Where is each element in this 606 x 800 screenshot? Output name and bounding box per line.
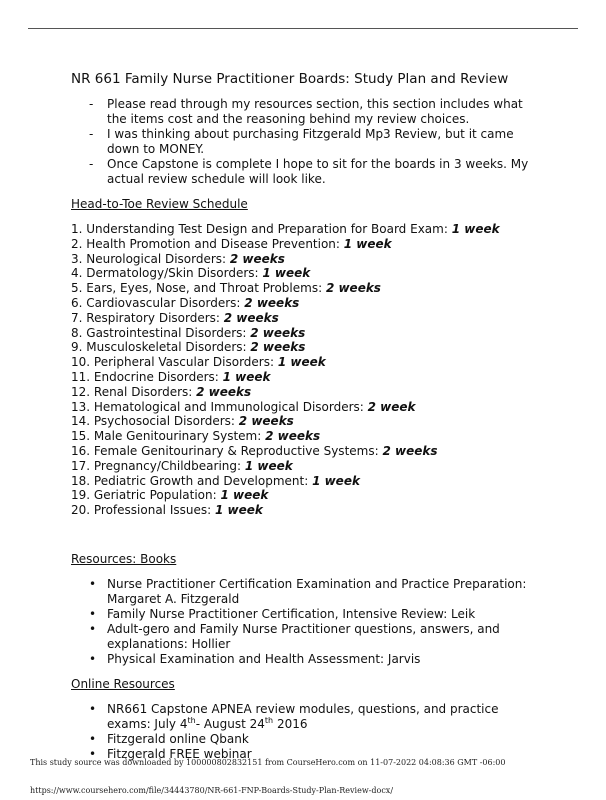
schedule-duration: 1 week [214, 503, 263, 518]
schedule-topic: 10. Peripheral Vascular Disorders: [71, 355, 278, 370]
schedule-item [71, 266, 541, 281]
dash-marker: - [89, 127, 94, 141]
schedule-duration: 1 week [220, 488, 269, 503]
schedule-item [71, 340, 541, 355]
book-item [89, 577, 541, 607]
schedule-item [71, 400, 541, 415]
schedule-topic: 4. Dermatology/Skin Disorders: [71, 266, 263, 281]
online-text: Fitzgerald FREE webinar [107, 746, 252, 761]
schedule-topic: 20. Professional Issues: [71, 503, 215, 518]
schedule-item [71, 237, 541, 252]
section-spacer [71, 518, 541, 542]
schedule-duration: 1 week [244, 458, 293, 473]
intro-item [89, 157, 541, 187]
schedule-item [71, 414, 541, 429]
dash-marker: - [89, 97, 94, 111]
schedule-topic: 12. Renal Disorders: [71, 384, 197, 399]
schedule-duration: 1 week [222, 369, 271, 384]
schedule-topic: 13. Hematological and Immunological Disorders: [71, 399, 368, 414]
schedule-duration: 1 week [262, 266, 311, 281]
book-text: Adult-gero and Family Nurse Practitioner questions, answers, and explanations: Hollier [107, 621, 500, 651]
schedule-topic: 19. Geriatric Population: [71, 488, 221, 503]
schedule-topic: 18. Pediatric Growth and Development: [71, 473, 313, 488]
online-text: Fitzgerald online Qbank [107, 731, 249, 746]
schedule-heading: Head-to-Toe Review Schedule [71, 197, 248, 211]
schedule-list [71, 222, 541, 518]
schedule-duration: 2 weeks [250, 340, 306, 355]
download-note: This study source was downloaded by 100000802832151 from CourseHero.com on 11-07-2022 04:08:36 GMT -06:00 [30, 758, 506, 767]
intro-item [89, 97, 541, 127]
document-body [71, 72, 541, 762]
schedule-topic: 16. Female Genitourinary & Reproductive Systems: [71, 443, 383, 458]
bullet-icon: • [89, 606, 97, 621]
intro-list [71, 97, 541, 187]
schedule-duration: 2 weeks [250, 325, 306, 340]
schedule-duration: 1 week [312, 473, 360, 488]
books-heading: Resources: Books [71, 551, 177, 566]
bullet-icon: • [89, 621, 97, 636]
bullet-icon: • [89, 576, 97, 591]
schedule-topic: 14. Psychosocial Disorders: [71, 414, 239, 429]
online-list [71, 702, 541, 762]
book-text: Nurse Practitioner Certification Examination and Practice Preparation: Margaret A. Fitzgerald [107, 576, 527, 606]
page-top-rule [28, 28, 578, 29]
schedule-duration: 2 week [367, 399, 416, 414]
schedule-duration: 2 weeks [382, 443, 438, 458]
schedule-topic: 1. Understanding Test Design and Preparation for Board Exam: [71, 222, 452, 236]
schedule-item [71, 503, 541, 518]
schedule-topic: 9. Musculoskeletal Disorders: [71, 340, 251, 355]
schedule-duration: 2 weeks [265, 429, 321, 444]
schedule-item [71, 385, 541, 400]
schedule-topic: 17. Pregnancy/Childbearing: [71, 458, 245, 473]
online-item [89, 732, 541, 747]
source-url[interactable]: https://www.coursehero.com/file/34443780/NR-661-FNP-Boards-Study-Plan-Review-docx/ [30, 786, 394, 795]
schedule-topic: 6. Cardiovascular Disorders: [71, 295, 245, 310]
schedule-topic: 7. Respiratory Disorders: [71, 310, 224, 325]
schedule-item [71, 474, 541, 489]
intro-text: Once Capstone is complete I hope to sit for the boards in 3 weeks. My actual review schedule will look like. [107, 157, 529, 186]
schedule-topic: 2. Health Promotion and Disease Prevention: [71, 236, 344, 251]
schedule-duration: 1 week [451, 222, 500, 236]
schedule-item [71, 296, 541, 311]
schedule-item [71, 252, 541, 267]
dash-marker: - [89, 157, 94, 171]
schedule-item [71, 429, 541, 444]
bullet-icon: • [89, 746, 97, 761]
book-text: Family Nurse Practitioner Certification, Intensive Review: Leik [107, 606, 476, 621]
book-item [89, 652, 541, 667]
schedule-topic: 5. Ears, Eyes, Nose, and Throat Problems: [71, 281, 326, 296]
schedule-item [71, 222, 541, 237]
schedule-topic: 8. Gastrointestinal Disorders: [71, 325, 251, 340]
schedule-topic: 3. Neurological Disorders: [71, 251, 230, 266]
schedule-item [71, 459, 541, 474]
schedule-duration: 2 weeks [244, 295, 300, 310]
schedule-item [71, 488, 541, 503]
schedule-topic: 15. Male Genitourinary System: [71, 429, 266, 444]
schedule-duration: 2 weeks [223, 310, 279, 325]
schedule-item [71, 281, 541, 296]
bullet-icon: • [89, 701, 97, 716]
online-heading: Online Resources [71, 676, 175, 691]
schedule-duration: 1 week [277, 355, 326, 370]
online-item [89, 702, 541, 732]
bullet-icon: • [89, 731, 97, 746]
schedule-item [71, 370, 541, 385]
book-text: Physical Examination and Health Assessment: Jarvis [107, 651, 421, 666]
schedule-topic: 11. Endocrine Disorders: [71, 369, 223, 384]
books-list [71, 577, 541, 667]
intro-text: I was thinking about purchasing Fitzgerald Mp3 Review, but it came down to MONEY. [107, 127, 514, 156]
schedule-duration: 2 weeks [325, 281, 381, 296]
bullet-icon: • [89, 651, 97, 666]
schedule-item [71, 311, 541, 326]
book-item [89, 607, 541, 622]
schedule-item [71, 355, 541, 370]
document-title: NR 661 Family Nurse Practitioner Boards: Study Plan and Review [71, 71, 509, 87]
intro-text: Please read through my resources section, this section includes what the items cost and the reasoning behind my review choices. [107, 97, 523, 126]
schedule-duration: 1 week [343, 236, 392, 251]
book-item [89, 622, 541, 652]
schedule-duration: 2 weeks [196, 384, 252, 399]
online-capstone-text: NR661 Capstone APNEA review modules, questions, and practice exams: July 4th- August 24th 2016 [107, 701, 499, 731]
schedule-item [71, 444, 541, 459]
schedule-duration: 2 weeks [229, 251, 285, 266]
intro-item [89, 127, 541, 157]
schedule-duration: 2 weeks [238, 414, 294, 429]
schedule-item [71, 326, 541, 341]
